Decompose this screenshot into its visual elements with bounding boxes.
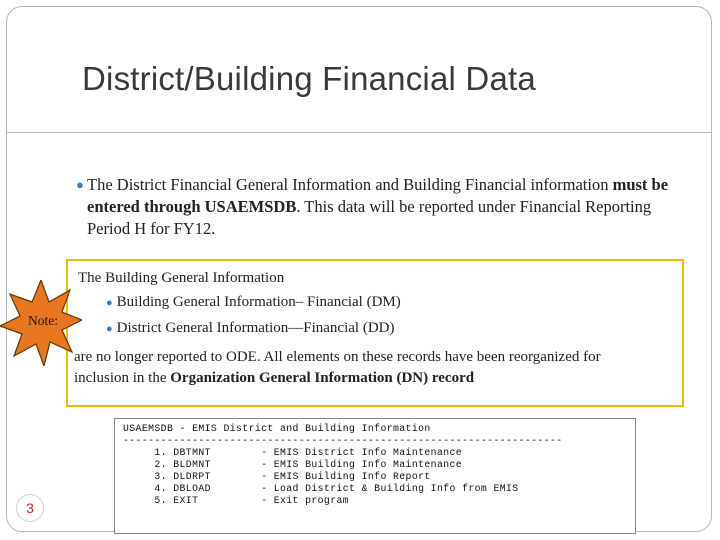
- page-number: 3: [16, 494, 44, 522]
- note-body-line2: [74, 370, 474, 387]
- bullet-text: [76, 174, 676, 240]
- terminal-line: ----------------------------------------------------------------------: [123, 435, 563, 446]
- note-item-dm: [106, 294, 401, 311]
- title-divider: [6, 132, 712, 133]
- terminal-line: USAEMSDB - EMIS District and Building Information: [123, 423, 431, 434]
- bullet-dot-icon: ●: [106, 297, 113, 309]
- note-box: [66, 259, 684, 407]
- terminal-line: 4. DBLOAD - Load District & Building Info from EMIS: [123, 483, 519, 494]
- note-item-dm-text: Building General Information– Financial (DM): [116, 294, 401, 310]
- note-item-dd: [106, 320, 395, 337]
- note-item-dd-text: District General Information—Financial (DD): [116, 320, 395, 336]
- terminal-line: 5. EXIT - Exit program: [123, 495, 350, 506]
- bullet-text-part1: The District Financial General Information and Building Financial information: [87, 175, 613, 194]
- note-heading: The Building General Information: [78, 270, 285, 286]
- note-body-bold: Organization General Information (DN) record: [170, 370, 475, 386]
- usaemsdb-menu-screenshot: [114, 418, 636, 534]
- terminal-line: 3. DLDRPT - EMIS Building Info Report: [123, 471, 431, 482]
- bullet-text-bold: must be entered through USAEMSDB: [87, 175, 669, 216]
- note-star-label: Note:: [28, 313, 58, 328]
- bullet-text-part2: . This data will be reported under Financial Reporting Period H for FY12.: [87, 197, 652, 238]
- note-body-prefix: inclusion in the: [74, 370, 171, 386]
- bullet-dot-icon: ●: [106, 323, 113, 335]
- main-bullet: [76, 174, 676, 240]
- terminal-line: 1. DBTMNT - EMIS District Info Maintenance: [123, 447, 463, 458]
- slide-title: District/Building Financial Data: [82, 60, 536, 97]
- terminal-line: 2. BLDMNT - EMIS Building Info Maintenance: [123, 459, 463, 470]
- note-body-line1: are no longer reported to ODE. All elements on these records have been reorganized for: [74, 349, 601, 365]
- bullet-dot-icon: ●: [76, 177, 84, 192]
